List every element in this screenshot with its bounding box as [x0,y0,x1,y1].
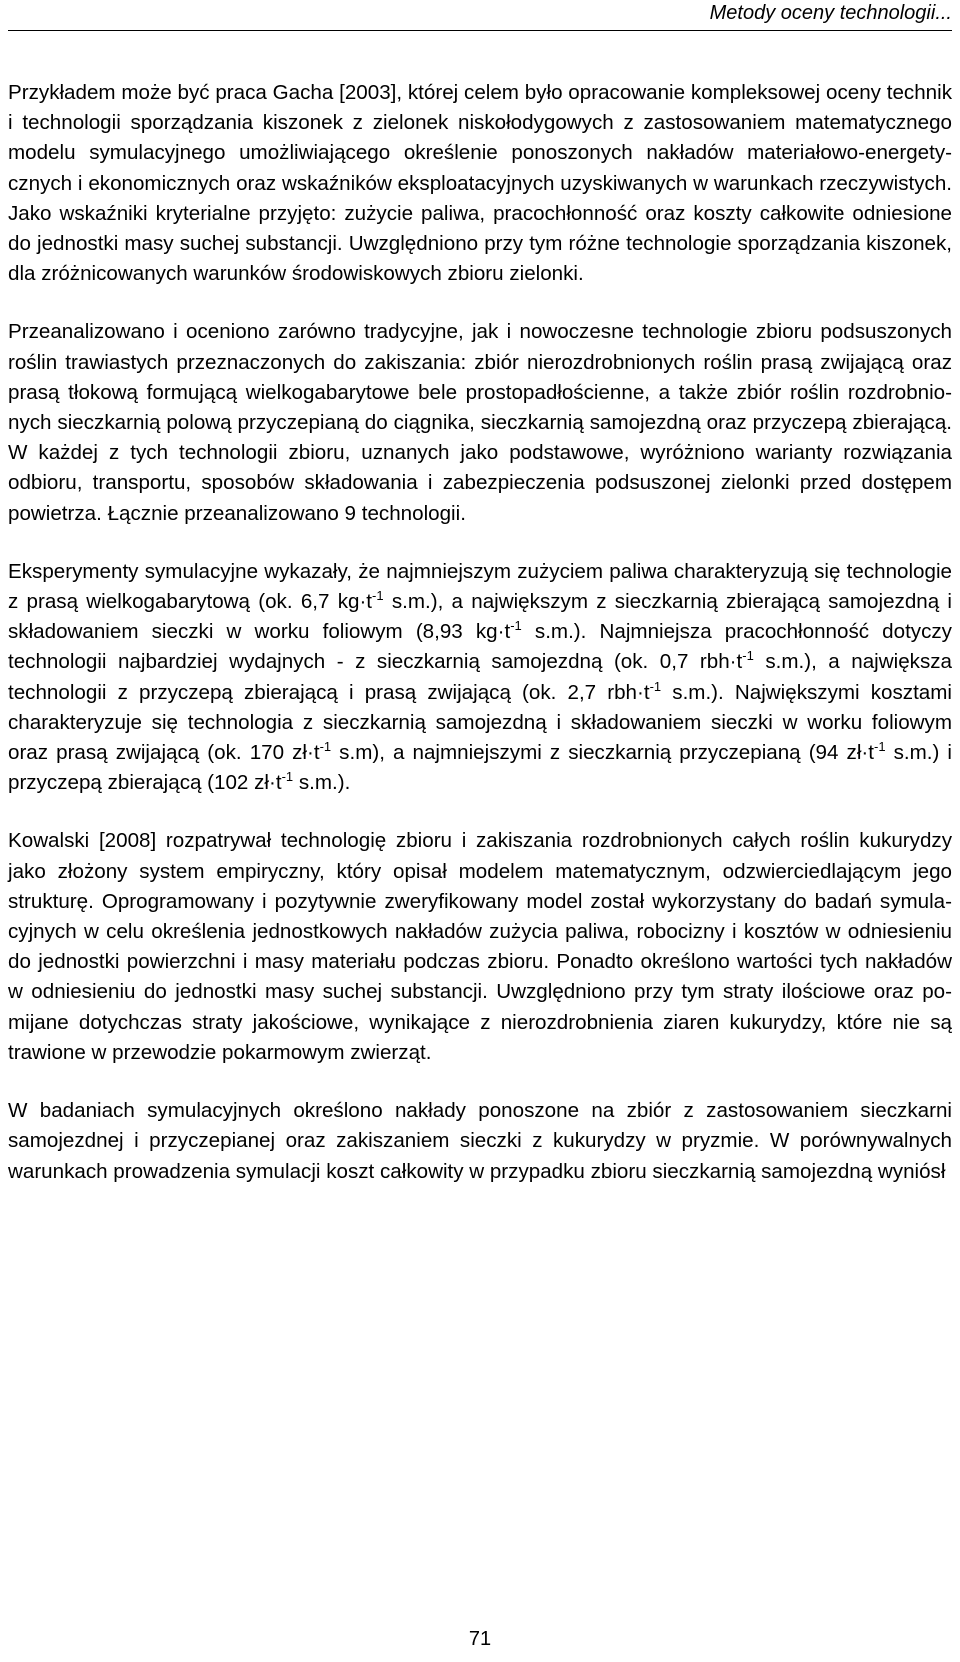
superscript: -1 [319,739,332,755]
superscript: -1 [742,648,754,664]
body-text [8,78,952,1215]
paragraph-technologies: Przeanalizowano i oceniono zarówno tradycyjne, jak i nowoczesne technologie zbioru podsuszonych roślin trawiastych przeznaczonych do zakiszania: zbiór nierozdrobnionych roślin prasą zwijającą oraz prasą tłokową formującą wielkogabarytowe bele prostopadłościenne, a także zbiór roślin rozdrobnionych sieczkarnią polową przyczepianą do ciągnika, sieczkarnią samojezdną oraz przyczepą zbierającą. W każdej z tych technologii zbioru, uznanych jako podstawowe, wyróżniono warianty rozwiązania odbioru, transportu, sposobów składowania i zabezpieczenia podsuszonej zielonki przed dostępem powietrza. Łącznie przeanalizowano 9 technologii. [8,320,952,525]
text-run: Eksperymenty symulacyjne wykazały, że najmniejszym zużyciem paliwa charakteryzują się technologie z prasą wielkogabarytową (ok. 6,7 kg·t [8,559,952,614]
superscript: -1 [372,588,384,604]
text-run: s.m.). Najmniejsza pracochłonność dotyczy technologii najbardziej wydajnych - z sieczkarnią samojezdną (ok. 0,7 rbh·t [8,620,952,674]
paragraph-kowalski: Kowalski [2008] rozpatrywał technologię zbioru i zakiszania rozdrobnionych całych roślin kukurydzy jako złożony system empiryczny, który opisał modelem matematycznym, odzwierciedlającym jego strukturę. Oprogramowany i pozytywnie zweryfikowany model został wykorzystany do badań symulacyjnych w celu określenia jednostkowych nakładów zużycia paliwa, robocizny i kosztów w odniesieniu do jednostki powierzchni i masy materiału podczas zbioru. Ponadto określono wartości tych nakładów w odniesieniu do jednostki masy suchej substancji. Uwzględniono przy tym straty ilościowe oraz pomijane dotychczas straty jakościowe, wynikające z nierozdrobnienia ziaren kukurydzy, które nie są trawione w przewodzie pokarmowym zwierząt. [8,829,952,1064]
superscript: -1 [510,618,522,634]
text-run: s.m.). [293,771,351,795]
text-run: s.m), a najmniejszymi z sieczkarnią przyczepianą (94 zł·t [331,741,874,765]
paragraph-gach: Przykładem może być praca Gacha [2003], której celem było opracowanie kompleksowej oceny technik i technologii sporządzania kiszonek z zielonek niskołodygowych z zastosowaniem matematycznego modelu symulacyjnego umożliwiającego określenie ponoszonych nakładów materiałowo-energetycznych i ekonomicznych oraz wskaźników eksploatacyjnych uzyskiwanych w warunkach rzeczywistych. Jako wskaźniki kryterialne przyjęto: zużycie paliwa, pracochłonność oraz koszty całkowite odniesione do jednostki masy suchej substancji. Uwzględniono przy tym różne technologie sporządzania kiszonek, dla zróżnicowanych warunków środowiskowych zbioru zielonki. [8,81,952,286]
paragraph-simulations: W badaniach symulacyjnych określono nakłady ponoszone na zbiór z zastosowaniem sieczkarni samojezdnej i przyczepianej oraz zakiszaniem sieczki z kukurydzy w pryzmie. W porównywalnych warunkach prowadzenia symulacji koszt całkowity w przypadku zbioru sieczkarnią samojezdną wyniósł [8,1099,952,1183]
superscript: -1 [281,769,294,785]
running-header [8,0,952,31]
superscript: -1 [649,678,662,694]
text-run: s.m.) i przyczepą zbierającą (102 zł·t [8,741,952,795]
page-number: 71 [468,1628,492,1650]
running-title: Metody oceny technologii... [709,2,952,24]
superscript: -1 [873,739,886,755]
text-run: s.m.), a największym z sieczkarnią zbierającą samojezdną i składowaniem sieczki w worku foliowym (8,93 kg·t [8,590,953,644]
text-run: s.m.). Największymi kosztami charakteryzuje się technologia z sieczkarnią samojezdną i składowaniem sieczki w worku foliowym oraz prasą zwijającą (ok. 170 zł·t [8,680,952,765]
text-run: s.m.), a największa technologii z przyczepą zbierającą i prasą zwijającą (ok. 2,7 rbh·t [8,650,952,704]
paragraph-experiments [8,557,952,799]
